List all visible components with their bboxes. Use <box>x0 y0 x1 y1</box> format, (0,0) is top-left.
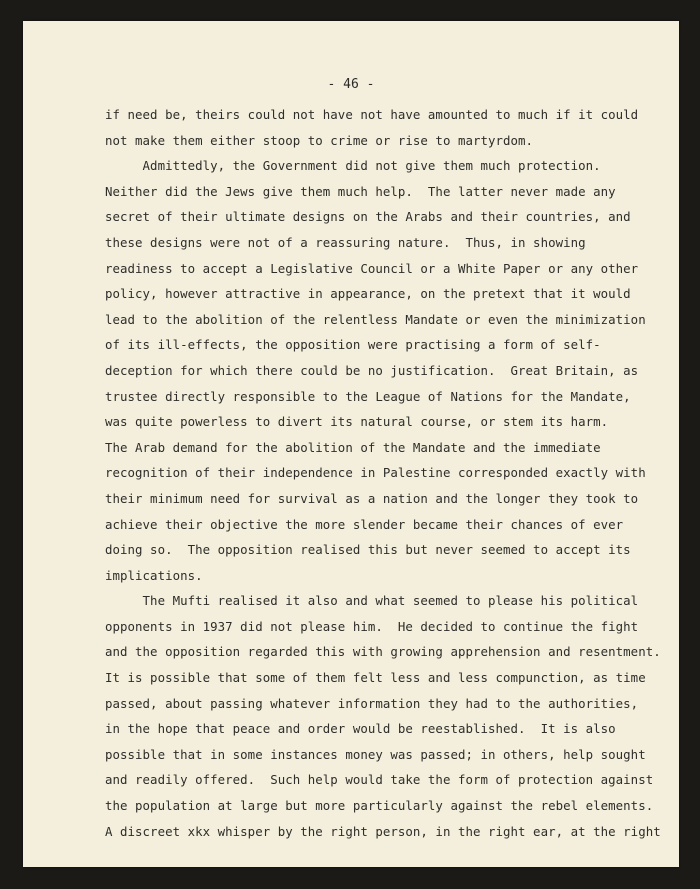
text-line: achieve their objective the more slender became their chances of ever <box>105 516 624 532</box>
text-line: The Arab demand for the abolition of the Mandate and the immediate <box>105 439 601 455</box>
text-line: deception for which there could be no justification. Great Britain, as <box>105 362 639 378</box>
body-text <box>105 102 675 844</box>
text-line: and readily offered. Such help would take the form of protection against <box>105 772 654 788</box>
text-line: lead to the abolition of the relentless Mandate or even the minimization <box>105 311 646 327</box>
text-line: policy, however attractive in appearance, on the pretext that it would <box>105 286 631 302</box>
text-line: recognition of their independence in Palestine corresponded exactly with <box>105 465 646 481</box>
text-line: Neither did the Jews give them much help. The latter never made any <box>105 183 616 199</box>
text-line: if need be, theirs could not have not have amounted to much if it could <box>105 107 639 122</box>
text-line: the population at large but more particularly against the rebel elements. <box>105 798 654 814</box>
text-line: not make them either stoop to crime or rise to martyrdom. <box>105 132 534 148</box>
text-line: readiness to accept a Legislative Council or a White Paper or any other <box>105 260 639 276</box>
text-line: these designs were not of a reassuring nature. Thus, in showing <box>105 234 586 250</box>
text-line: implications. <box>105 567 203 583</box>
text-line: Admittedly, the Government did not give them much protection. <box>105 158 601 174</box>
text-line: was quite powerless to divert its natural course, or stem its harm. <box>105 414 609 430</box>
text-line: doing so. The opposition realised this but never seemed to accept its <box>105 542 631 558</box>
text-line: and the opposition regarded this with growing apprehension and resentment. <box>105 644 661 660</box>
text-line: passed, about passing whatever information they had to the authorities, <box>105 695 639 711</box>
text-line: The Mufti realised it also and what seemed to please his political <box>105 593 639 609</box>
text-line: A discreet xkx whisper by the right person, in the right ear, at the right <box>105 823 661 839</box>
text-line: in the hope that peace and order would be reestablished. It is also <box>105 721 616 737</box>
text-line: trustee directly responsible to the League of Nations for the Mandate, <box>105 388 631 404</box>
text-line: secret of their ultimate designs on the Arabs and their countries, and <box>105 209 631 225</box>
text-line: possible that in some instances money was passed; in others, help sought <box>105 746 646 762</box>
text-line: of its ill-effects, the opposition were practising a form of self- <box>105 337 601 353</box>
text-line: opponents in 1937 did not please him. He decided to continue the fight <box>105 618 639 634</box>
text-line: their minimum need for survival as a nation and the longer they took to <box>105 490 639 506</box>
document-page <box>23 21 679 867</box>
page-number: - 46 - <box>327 77 375 92</box>
text-line: It is possible that some of them felt less and less compunction, as time <box>105 670 646 686</box>
